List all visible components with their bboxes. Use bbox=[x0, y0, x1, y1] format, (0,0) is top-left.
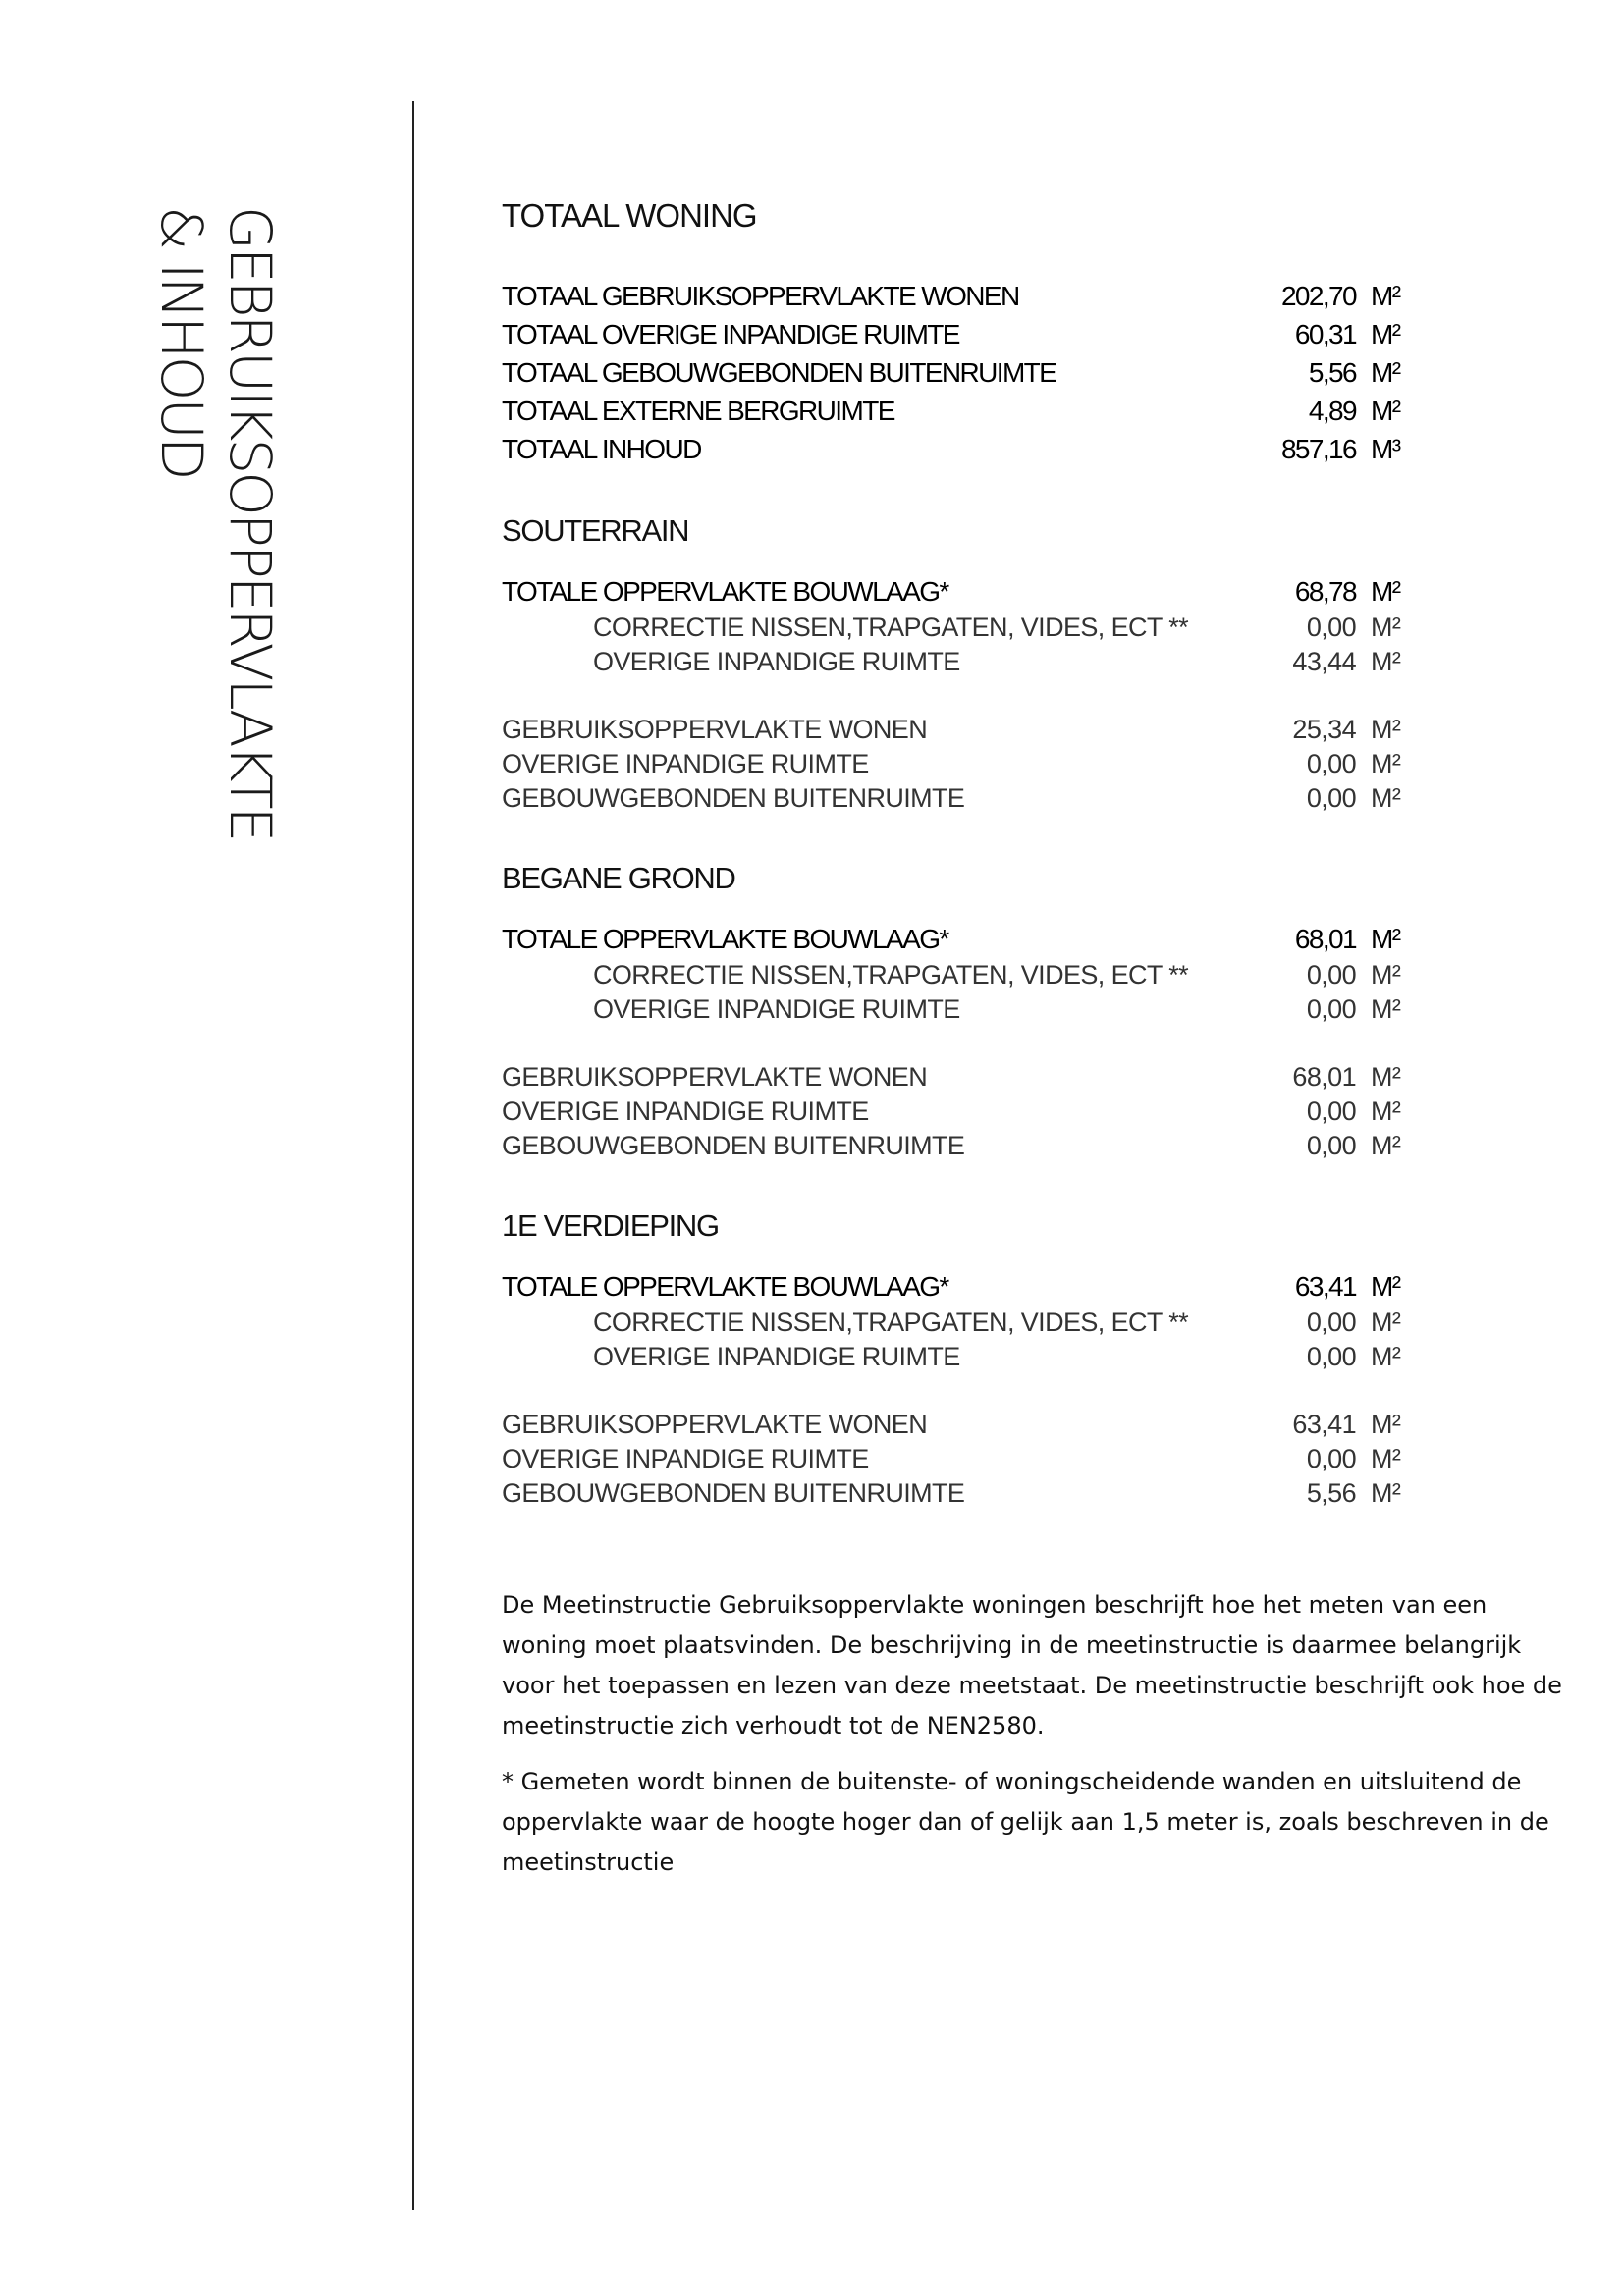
row-value: 25,34 bbox=[1292, 715, 1356, 744]
row-value: 43,44 bbox=[1292, 647, 1356, 676]
row-value: 0,00 bbox=[1306, 1131, 1356, 1160]
begane-grond-correction-row bbox=[502, 992, 1572, 1027]
row-label: GEBRUIKSOPPERVLAKTE WONEN bbox=[502, 1062, 928, 1092]
row-label: TOTAAL GEBOUWGEBONDEN BUITENRUIMTE bbox=[502, 357, 1056, 388]
page-side-title bbox=[137, 206, 285, 1109]
row-unit: M² bbox=[1371, 1342, 1401, 1371]
row-value: 68,01 bbox=[1292, 1062, 1356, 1092]
begane-grond-heading: BEGANE GROND bbox=[502, 861, 735, 895]
row-unit: M² bbox=[1371, 1062, 1401, 1092]
row-unit: M² bbox=[1371, 647, 1401, 676]
souterrain-heading: SOUTERRAIN bbox=[502, 513, 689, 548]
row-label: OVERIGE INPANDIGE RUIMTE bbox=[593, 1342, 960, 1371]
row-label: TOTAAL OVERIGE INPANDIGE RUIMTE bbox=[502, 319, 959, 349]
row-value: 60,31 bbox=[1294, 319, 1356, 349]
row-label: TOTALE OPPERVLAKTE BOUWLAAG* bbox=[502, 1271, 948, 1302]
vertical-divider bbox=[412, 101, 414, 2210]
row-unit: M² bbox=[1371, 1308, 1401, 1337]
souterrain-correction-row bbox=[502, 611, 1572, 645]
row-unit: M² bbox=[1371, 1131, 1401, 1160]
row-label: OVERIGE INPANDIGE RUIMTE bbox=[502, 1096, 869, 1126]
eerste-verdieping-detail-row bbox=[502, 1442, 1572, 1476]
totaal-table bbox=[502, 277, 1572, 468]
row-value: 0,00 bbox=[1306, 749, 1356, 778]
row-label: GEBRUIKSOPPERVLAKTE WONEN bbox=[502, 1410, 928, 1439]
row-value: 0,00 bbox=[1306, 613, 1356, 642]
row-value: 857,16 bbox=[1280, 434, 1356, 464]
totaal-row bbox=[502, 392, 1572, 430]
row-value: 0,00 bbox=[1306, 1308, 1356, 1337]
row-unit: M² bbox=[1371, 960, 1401, 989]
row-unit: M² bbox=[1371, 1410, 1401, 1439]
row-unit: M² bbox=[1371, 1271, 1400, 1302]
row-label: GEBOUWGEBONDEN BUITENRUIMTE bbox=[502, 783, 965, 813]
souterrain-correction-row bbox=[502, 645, 1572, 679]
row-label: TOTALE OPPERVLAKTE BOUWLAAG* bbox=[502, 576, 948, 607]
row-value: 63,41 bbox=[1294, 1271, 1356, 1302]
side-title-line-2: & INHOUD bbox=[148, 206, 215, 478]
row-value: 0,00 bbox=[1306, 960, 1356, 989]
measurement-content bbox=[502, 196, 1572, 1883]
row-value: 0,00 bbox=[1306, 1444, 1356, 1473]
row-value: 0,00 bbox=[1306, 1342, 1356, 1371]
row-unit: M² bbox=[1371, 1444, 1401, 1473]
row-label: TOTAAL EXTERNE BERGRUIMTE bbox=[502, 396, 894, 426]
row-value: 5,56 bbox=[1308, 357, 1356, 388]
row-value: 68,01 bbox=[1294, 924, 1356, 954]
row-label: CORRECTIE NISSEN,TRAPGATEN, VIDES, ECT ** bbox=[593, 960, 1189, 989]
begane-grond-correction-row bbox=[502, 958, 1572, 992]
row-label: GEBOUWGEBONDEN BUITENRUIMTE bbox=[502, 1478, 965, 1508]
totaal-row bbox=[502, 277, 1572, 315]
eerste-verdieping-correction-row bbox=[502, 1306, 1572, 1340]
totaal-heading: TOTAAL WONING bbox=[502, 197, 757, 234]
row-value: 63,41 bbox=[1292, 1410, 1356, 1439]
row-label: OVERIGE INPANDIGE RUIMTE bbox=[593, 647, 960, 676]
row-unit: M² bbox=[1371, 576, 1400, 607]
row-label: CORRECTIE NISSEN,TRAPGATEN, VIDES, ECT ** bbox=[593, 613, 1189, 642]
measurement-footnote: * Gemeten wordt binnen de buitenste- of woningscheidende wanden en uitsluitend de oppervlakte waar de hoogte hoger dan of gelijk aan 1,5 meter is, zoals beschreven in de meetinstructie bbox=[502, 1768, 1549, 1876]
row-unit: M² bbox=[1371, 1096, 1401, 1126]
row-unit: M² bbox=[1371, 924, 1400, 954]
eerste-verdieping-correction-row bbox=[502, 1340, 1572, 1374]
row-unit: M³ bbox=[1371, 434, 1400, 464]
side-title-line-1: GEBRUIKSOPPERVLAKTE bbox=[217, 206, 284, 840]
row-label: GEBOUWGEBONDEN BUITENRUIMTE bbox=[502, 1131, 965, 1160]
row-label: GEBRUIKSOPPERVLAKTE WONEN bbox=[502, 715, 928, 744]
totaal-row bbox=[502, 315, 1572, 353]
souterrain-detail-row bbox=[502, 713, 1572, 747]
row-value: 0,00 bbox=[1306, 1096, 1356, 1126]
row-unit: M² bbox=[1371, 357, 1400, 388]
begane-grond-detail-row bbox=[502, 1060, 1572, 1095]
row-value: 0,00 bbox=[1306, 994, 1356, 1024]
row-label: OVERIGE INPANDIGE RUIMTE bbox=[593, 994, 960, 1024]
row-unit: M² bbox=[1371, 613, 1401, 642]
row-label: TOTALE OPPERVLAKTE BOUWLAAG* bbox=[502, 924, 948, 954]
row-label: OVERIGE INPANDIGE RUIMTE bbox=[502, 749, 869, 778]
row-unit: M² bbox=[1371, 319, 1400, 349]
row-unit: M² bbox=[1371, 396, 1400, 426]
row-label: TOTAAL GEBRUIKSOPPERVLAKTE WONEN bbox=[502, 281, 1019, 311]
souterrain-total-row bbox=[502, 572, 1572, 611]
begane-grond-total-row bbox=[502, 920, 1572, 958]
row-label: OVERIGE INPANDIGE RUIMTE bbox=[502, 1444, 869, 1473]
begane-grond-detail-row bbox=[502, 1095, 1572, 1129]
begane-grond-detail-row bbox=[502, 1129, 1572, 1163]
eerste-verdieping-heading: 1E VERDIEPING bbox=[502, 1208, 719, 1243]
row-label: CORRECTIE NISSEN,TRAPGATEN, VIDES, ECT ** bbox=[593, 1308, 1189, 1337]
row-unit: M² bbox=[1371, 783, 1401, 813]
row-unit: M² bbox=[1371, 994, 1401, 1024]
souterrain-detail-row bbox=[502, 781, 1572, 816]
row-value: 202,70 bbox=[1280, 281, 1356, 311]
row-value: 68,78 bbox=[1294, 576, 1356, 607]
eerste-verdieping-total-row bbox=[502, 1267, 1572, 1306]
row-value: 5,56 bbox=[1306, 1478, 1356, 1508]
eerste-verdieping-detail-row bbox=[502, 1476, 1572, 1511]
row-value: 0,00 bbox=[1306, 783, 1356, 813]
row-unit: M² bbox=[1371, 715, 1401, 744]
row-value: 4,89 bbox=[1308, 396, 1356, 426]
souterrain-detail-row bbox=[502, 747, 1572, 781]
row-unit: M² bbox=[1371, 1478, 1401, 1508]
row-unit: M² bbox=[1371, 749, 1401, 778]
totaal-row bbox=[502, 430, 1572, 468]
meetinstructie-note: De Meetinstructie Gebruiksoppervlakte woningen beschrijft hoe het meten van een woning moet plaatsvinden. De beschrijving in de meetinstructie is daarmee belangrijk voor het toepassen en lezen van deze meetstaat. De meetinstructie beschrijft ook hoe de meetinstructie zich verhoudt tot de NEN2580. bbox=[502, 1591, 1562, 1739]
row-unit: M² bbox=[1371, 281, 1400, 311]
eerste-verdieping-detail-row bbox=[502, 1408, 1572, 1442]
totaal-row bbox=[502, 353, 1572, 392]
row-label: TOTAAL INHOUD bbox=[502, 434, 701, 464]
